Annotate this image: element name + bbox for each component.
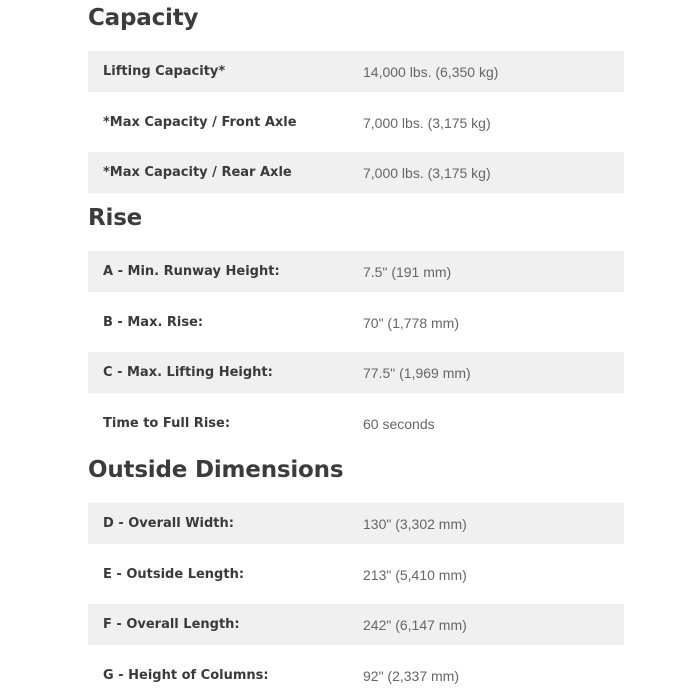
spec-row-time-to-full-rise: [88, 403, 624, 444]
spec-value: 60 seconds: [363, 415, 435, 432]
spec-label: G - Height of Columns:: [103, 668, 269, 683]
spec-value: 14,000 lbs. (6,350 kg): [363, 63, 499, 80]
spec-row-max-capacity-front-axle: [88, 102, 624, 143]
spec-row-max-capacity-rear-axle: [88, 152, 624, 193]
spec-value: 130" (3,302 mm): [363, 515, 467, 532]
rise-heading: Rise: [88, 205, 143, 231]
spec-label: D - Overall Width:: [103, 516, 234, 531]
spec-row-outside-length: [88, 554, 624, 595]
outside-dimensions-heading: Outside Dimensions: [88, 457, 344, 483]
spec-value: 92" (2,337 mm): [363, 667, 460, 684]
spec-label: Time to Full Rise:: [103, 416, 231, 431]
spec-value: 7.5" (191 mm): [363, 263, 452, 280]
spec-value: 7,000 lbs. (3,175 kg): [363, 114, 491, 131]
spec-label: C - Max. Lifting Height:: [103, 365, 273, 380]
spec-label: F - Overall Length:: [103, 617, 240, 632]
spec-row-max-rise: [88, 302, 624, 343]
spec-label: *Max Capacity / Rear Axle: [103, 165, 292, 180]
spec-label: B - Max. Rise:: [103, 315, 204, 330]
spec-row-min-runway-height: [88, 251, 624, 292]
spec-row-overall-length: [88, 604, 624, 645]
spec-label: A - Min. Runway Height:: [103, 264, 280, 279]
spec-value: 77.5" (1,969 mm): [363, 364, 471, 381]
spec-value: 213" (5,410 mm): [363, 566, 467, 583]
spec-row-lifting-capacity: [88, 51, 624, 92]
spec-label: E - Outside Length:: [103, 567, 245, 582]
spec-label: Lifting Capacity*: [103, 64, 226, 79]
spec-row-max-lifting-height: [88, 352, 624, 393]
capacity-heading: Capacity: [88, 5, 199, 31]
spec-row-height-of-columns: [88, 655, 624, 696]
spec-row-overall-width: [88, 503, 624, 544]
spec-value: 7,000 lbs. (3,175 kg): [363, 164, 491, 181]
spec-value: 242" (6,147 mm): [363, 616, 467, 633]
spec-label: *Max Capacity / Front Axle: [103, 115, 297, 130]
spec-value: 70" (1,778 mm): [363, 314, 460, 331]
